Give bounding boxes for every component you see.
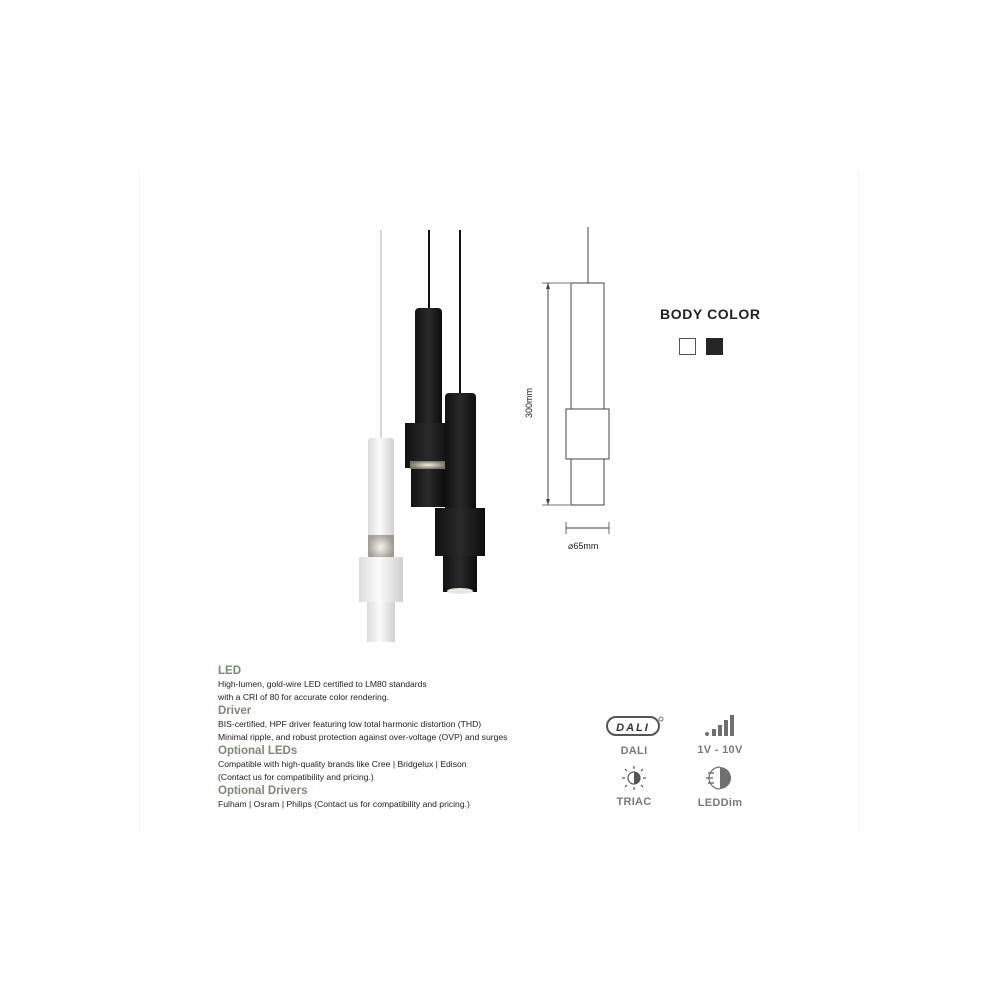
- dimming-bulb-icon: [703, 764, 737, 792]
- spec-heading: Optional LEDs: [218, 745, 298, 757]
- spec-line: with a CRI of 80 for accurate color rendering.: [218, 691, 390, 702]
- half-sun-icon: [619, 765, 649, 791]
- spec-line: BIS-certified, HPF driver featuring low total harmonic distortion (THD): [218, 719, 482, 729]
- spec-line: Compatible with high-quality brands like Cree | Bridgelux | Edison: [218, 759, 467, 769]
- black-pendant-back-upper-body: [415, 308, 442, 428]
- leddim-label: LEDDim: [697, 797, 743, 809]
- drawing-lower-body: [571, 459, 604, 505]
- white-pendant-lower-body: [367, 602, 395, 642]
- black-pendant-front-upper-body: [445, 393, 476, 513]
- svg-text:DALI: DALI: [616, 722, 650, 734]
- body-color-title: BODY COLOR: [660, 306, 761, 322]
- spec-line: Minimal ripple, and robust protection against over-voltage (OVP) and surges: [218, 731, 508, 742]
- drawing-upper-body: [571, 283, 604, 409]
- signal-bars-icon: [700, 713, 740, 739]
- spec-line: Fulham | Osram | Philips (Contact us for compatibility and pricing.): [218, 799, 470, 809]
- triac-option: [594, 765, 674, 808]
- diameter-dimension-label: ⌀65mm: [568, 541, 599, 551]
- dali-option: [594, 714, 674, 757]
- black-pendant-back-glow: [410, 461, 446, 469]
- spec-heading: Optional Drivers: [218, 785, 308, 797]
- spec-heading: Driver: [218, 705, 252, 717]
- triac-label: TRIAC: [616, 796, 652, 808]
- dimension-drawing: [530, 225, 630, 545]
- spec-line: High-lumen, gold-wire LED certified to LM80 standards: [218, 679, 427, 689]
- spec-led: [218, 665, 598, 703]
- pendant-lights-photo: [340, 225, 500, 645]
- dali-logo-icon: [604, 714, 664, 740]
- height-dimension-label: 300mm: [524, 387, 535, 419]
- spec-optional-leds: [218, 745, 598, 783]
- drawing-collar: [566, 409, 609, 459]
- black-pendant-front-light: [447, 588, 473, 594]
- spec-line: (Contact us for compatibility and pricing.): [218, 771, 374, 782]
- dali-label: DALI: [620, 745, 648, 757]
- spec-heading: LED: [218, 665, 241, 677]
- black-pendant-front-lower-body: [443, 556, 477, 592]
- leddim-option: [680, 764, 760, 809]
- black-color-swatch[interactable]: [706, 338, 723, 355]
- spec-optional-drivers: [218, 785, 598, 811]
- spec-driver: [218, 705, 598, 743]
- analog-dimming-option: [680, 713, 760, 756]
- white-pendant-collar: [359, 557, 403, 602]
- black-pendant-back-lower-body: [411, 469, 445, 507]
- spec-list: [218, 665, 598, 813]
- white-pendant-glow: [368, 535, 394, 559]
- black-pendant-front-collar: [435, 508, 485, 556]
- white-color-swatch[interactable]: [679, 338, 696, 355]
- analog-dimming-label: 1V - 10V: [697, 744, 743, 756]
